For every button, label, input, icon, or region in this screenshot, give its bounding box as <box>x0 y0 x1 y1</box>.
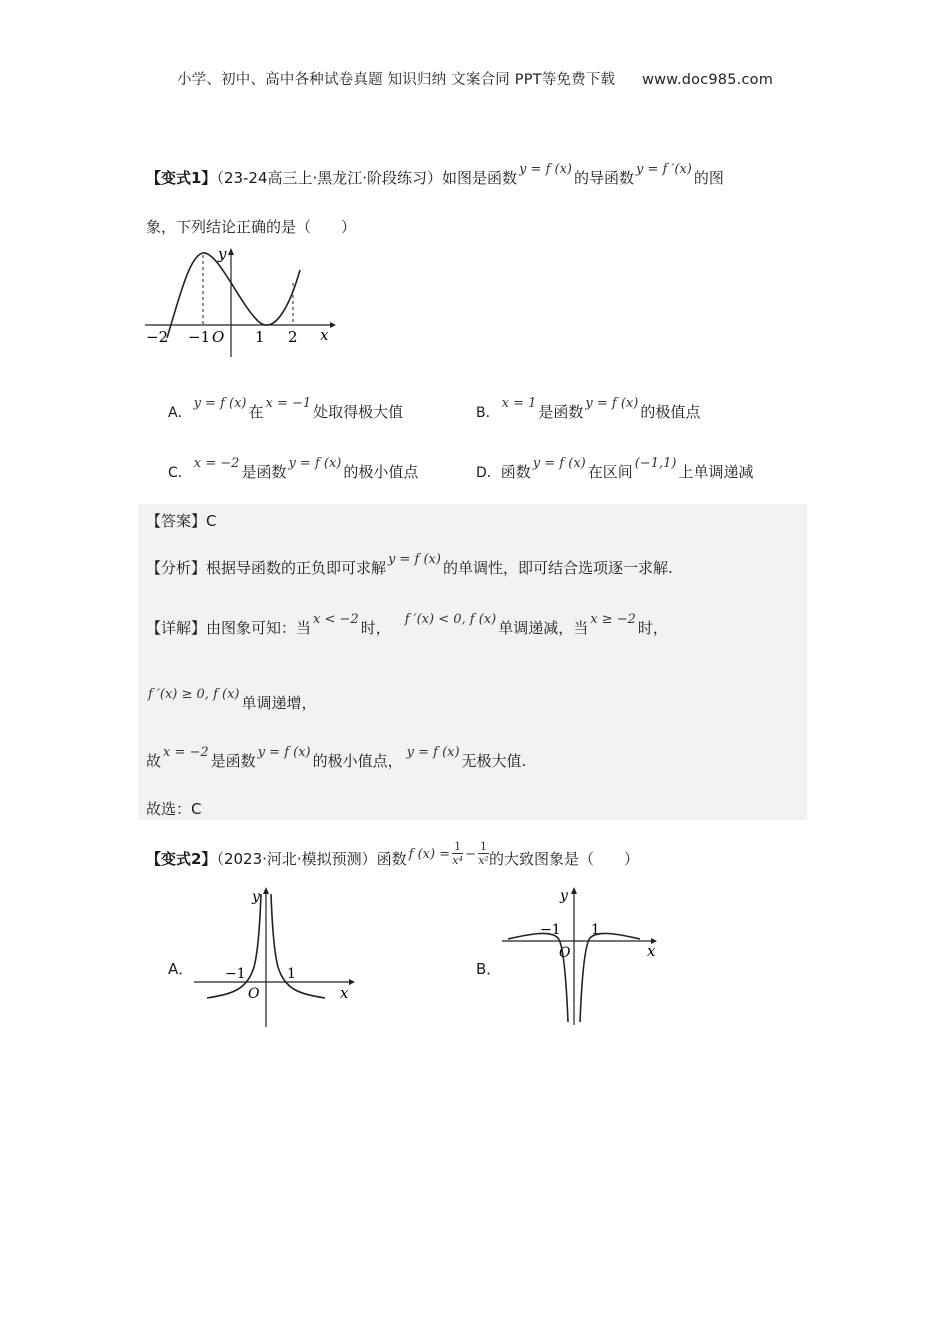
page-header <box>0 68 950 89</box>
q2-math-f: f (x) = <box>408 847 451 862</box>
q1-tick-neg1: −1 <box>188 328 211 346</box>
q1-math-fx: y = f (x) <box>519 162 572 177</box>
header-text: 小学、初中、高中各种试卷真题 知识归纳 文案合同 PPT等免费下载 <box>176 72 616 88</box>
q2-end: 的大致图象是（ ） <box>489 850 640 868</box>
q2a-origin-label: O <box>248 986 260 1002</box>
q1-math-fpx: y = f ′(x) <box>636 162 692 177</box>
q2-line1: 【变式2】（2023·河北·模拟预测）函数 f (x) = $\frac{1}{\text{x⁴}}$ − $\frac{1}{\text{x²}}$ 的大致图象是（ ） <box>146 840 640 868</box>
q2b-axis-y-label: y <box>560 888 568 904</box>
choice-line: 故选：C <box>146 800 202 818</box>
q2b-tick-1: 1 <box>591 922 600 938</box>
q1-tick-1: 1 <box>255 328 265 346</box>
detail-tag: 【详解】 <box>146 619 207 637</box>
q2-fraction-2: $\frac{1}{\text{x²}}$ <box>478 840 489 867</box>
q1-option-d[interactable]: D．函数 y = f (x) 在区间 (−1,1) 上单调递减 <box>476 456 754 481</box>
q2b-origin-label: O <box>559 945 571 961</box>
y-axis-arrow <box>263 887 269 894</box>
curve-right <box>580 933 640 1022</box>
q1-derivative-graph <box>140 245 340 365</box>
q1-source: （23-24高三上·黑龙江·阶段练习）如图是函数 <box>216 169 518 187</box>
y-axis-arrow <box>228 248 234 255</box>
q1-option-b[interactable]: B．x = 1 是函数 y = f (x) 的极值点 <box>476 396 701 421</box>
q1-line1 <box>146 162 724 188</box>
y-axis-arrow <box>571 887 577 894</box>
q2b-tick-neg1: −1 <box>540 922 561 938</box>
q2a-tick-1: 1 <box>287 966 296 982</box>
analysis-line: 【分析】根据导函数的正负即可求解 y = f (x) 的单调性，即可结合选项逐一求解. <box>146 552 673 577</box>
analysis-tag: 【分析】 <box>146 559 207 577</box>
q1-axis-x-label: x <box>320 326 329 344</box>
q2-graph-a[interactable] <box>192 882 362 1030</box>
header-url[interactable]: www.doc985.com <box>642 72 774 88</box>
q1-tag: 【变式1】 <box>146 169 217 187</box>
q2-option-b-label[interactable]: B． <box>476 960 502 978</box>
q1-line2: 象，下列结论正确的是（ ） <box>146 218 357 236</box>
q1-mid: 的导函数 <box>573 169 634 187</box>
q1-axis-y-label: y <box>218 245 227 263</box>
detail-line2: f ′(x) ≥ 0, f (x) 单调递增， <box>148 687 317 712</box>
q2-graph-b[interactable] <box>500 882 670 1030</box>
detail-line1: 【详解】由图象可知：当 x < −2 时， f ′(x) < 0, f (x) 单调递减，当 x ≥ −2 时， <box>146 612 668 637</box>
q2-tag: 【变式2】 <box>146 850 217 868</box>
q1-option-c[interactable]: C．x = −2 是函数 y = f (x) 的极小值点 <box>168 456 419 481</box>
q1-end: 的图 <box>693 169 724 187</box>
q1-origin-label: O <box>212 328 225 346</box>
q2-option-a-label[interactable]: A． <box>168 960 194 978</box>
q1-option-a[interactable]: A．y = f (x) 在 x = −1 处取得极大值 <box>168 396 404 421</box>
q1-tick-2: 2 <box>288 328 298 346</box>
q2-fraction-1: $\frac{1}{\text{x⁴}}$ <box>452 840 463 867</box>
x-axis-arrow <box>349 979 355 985</box>
answer-tag: 【答案】 <box>146 512 207 530</box>
answer-line <box>146 510 217 531</box>
q2b-axis-x-label: x <box>647 942 656 960</box>
q2a-axis-x-label: x <box>340 984 349 1002</box>
answer-value: C <box>206 512 217 530</box>
q1-tick-neg2: −2 <box>146 328 169 346</box>
q2-source: （2023·河北·模拟预测）函数 <box>216 850 407 868</box>
answer-panel <box>138 504 807 820</box>
conclusion-line: 故 x = −2 是函数 y = f (x) 的极小值点， y = f (x) 无极大值. <box>146 745 527 770</box>
q2a-axis-y-label: y <box>252 889 260 905</box>
q2a-tick-neg1: −1 <box>225 966 246 982</box>
x-axis-arrow <box>330 322 336 328</box>
